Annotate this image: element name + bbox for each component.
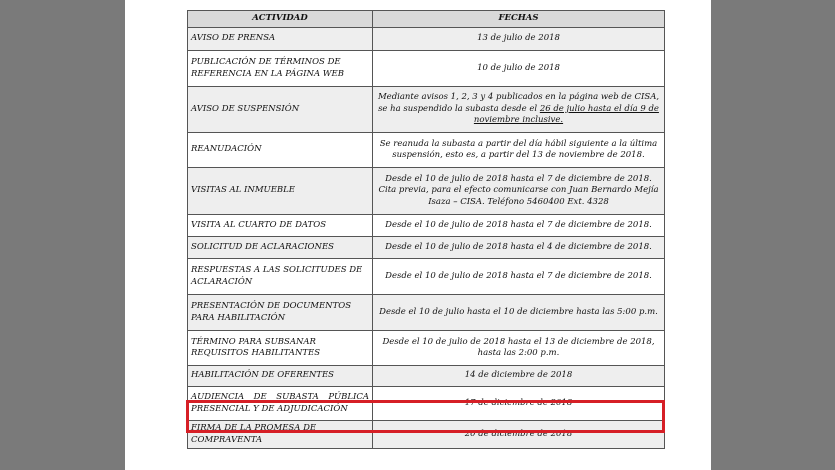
table-row bbox=[188, 237, 665, 259]
date-cell: 17 de diciembre de 2018 bbox=[373, 387, 665, 421]
schedule-table bbox=[187, 10, 665, 449]
activity-cell: TÉRMINO PARA SUBSANAR REQUISITOS HABILITANTES bbox=[188, 331, 373, 366]
activity-cell: VISITAS AL INMUEBLE bbox=[188, 168, 373, 215]
table-row bbox=[188, 168, 665, 215]
table-row bbox=[188, 295, 665, 331]
header-actividad: ACTIVIDAD bbox=[188, 11, 373, 28]
activity-cell: HABILITACIÓN DE OFERENTES bbox=[188, 366, 373, 387]
date-cell: Desde el 10 de julio de 2018 hasta el 13 de diciembre de 2018, hasta las 2:00 p.m. bbox=[373, 331, 665, 366]
date-cell: Desde el 10 de julio de 2018 hasta el 4 de diciembre de 2018. bbox=[373, 237, 665, 259]
activity-cell: SOLICITUD DE ACLARACIONES bbox=[188, 237, 373, 259]
activity-cell: FIRMA DE LA PROMESA DE COMPRAVENTA bbox=[188, 421, 373, 449]
activity-cell: AVISO DE SUSPENSIÓN bbox=[188, 87, 373, 133]
suspension-text: Mediante avisos 1, 2, 3 y 4 publicados en la página web de CISA, se ha suspendido la subasta desde el bbox=[377, 92, 660, 114]
document-page bbox=[125, 0, 711, 470]
activity-cell: VISITA AL CUARTO DE DATOS bbox=[188, 215, 373, 237]
table-row bbox=[188, 87, 665, 133]
date-cell: Se reanuda la subasta a partir del día hábil siguiente a la última suspensión, esto es, a partir del 13 de noviembre de 2018. bbox=[373, 133, 665, 168]
table-row bbox=[188, 259, 665, 295]
table-row bbox=[188, 215, 665, 237]
date-cell bbox=[373, 87, 665, 133]
table-row bbox=[188, 331, 665, 366]
table-row bbox=[188, 421, 665, 449]
table-row bbox=[188, 28, 665, 51]
date-cell: 13 de julio de 2018 bbox=[373, 28, 665, 51]
table-row bbox=[188, 133, 665, 168]
activity-cell: PRESENTACIÓN DE DOCUMENTOS PARA HABILITACIÓN bbox=[188, 295, 373, 331]
date-cell: Desde el 10 de julio de 2018 hasta el 7 de diciembre de 2018. bbox=[373, 259, 665, 295]
date-cell: Desde el 10 de julio hasta el 10 de diciembre hasta las 5:00 p.m. bbox=[373, 295, 665, 331]
activity-cell: PUBLICACIÓN DE TÉRMINOS DE REFERENCIA EN LA PÁGINA WEB bbox=[188, 51, 373, 87]
date-cell: 20 de diciembre de 2018 bbox=[373, 421, 665, 449]
activity-cell: AUDIENCIA DE SUBASTA PÚBLICA PRESENCIAL Y DE ADJUDICACIÓN bbox=[188, 387, 373, 421]
suspension-dates-underlined: 26 de julio hasta el día 9 de noviembre inclusive. bbox=[473, 103, 659, 126]
table-row bbox=[188, 366, 665, 387]
activity-cell: REANUDACIÓN bbox=[188, 133, 373, 168]
table-row bbox=[188, 387, 665, 421]
date-cell: 10 de julio de 2018 bbox=[373, 51, 665, 87]
table-row bbox=[188, 51, 665, 87]
table-header-row bbox=[188, 11, 665, 28]
activity-cell: AVISO DE PRENSA bbox=[188, 28, 373, 51]
date-cell: Desde el 10 de julio de 2018 hasta el 7 de diciembre de 2018. bbox=[373, 215, 665, 237]
activity-cell: RESPUESTAS A LAS SOLICITUDES DE ACLARACIÓN bbox=[188, 259, 373, 295]
date-cell: 14 de diciembre de 2018 bbox=[373, 366, 665, 387]
header-fechas: FECHAS bbox=[373, 11, 665, 28]
date-cell: Desde el 10 de julio de 2018 hasta el 7 de diciembre de 2018. Cita previa, para el efecto comunicarse con Juan Bernardo Mejía Isaza – CISA. Teléfono 5460400 Ext. 4328 bbox=[373, 168, 665, 215]
